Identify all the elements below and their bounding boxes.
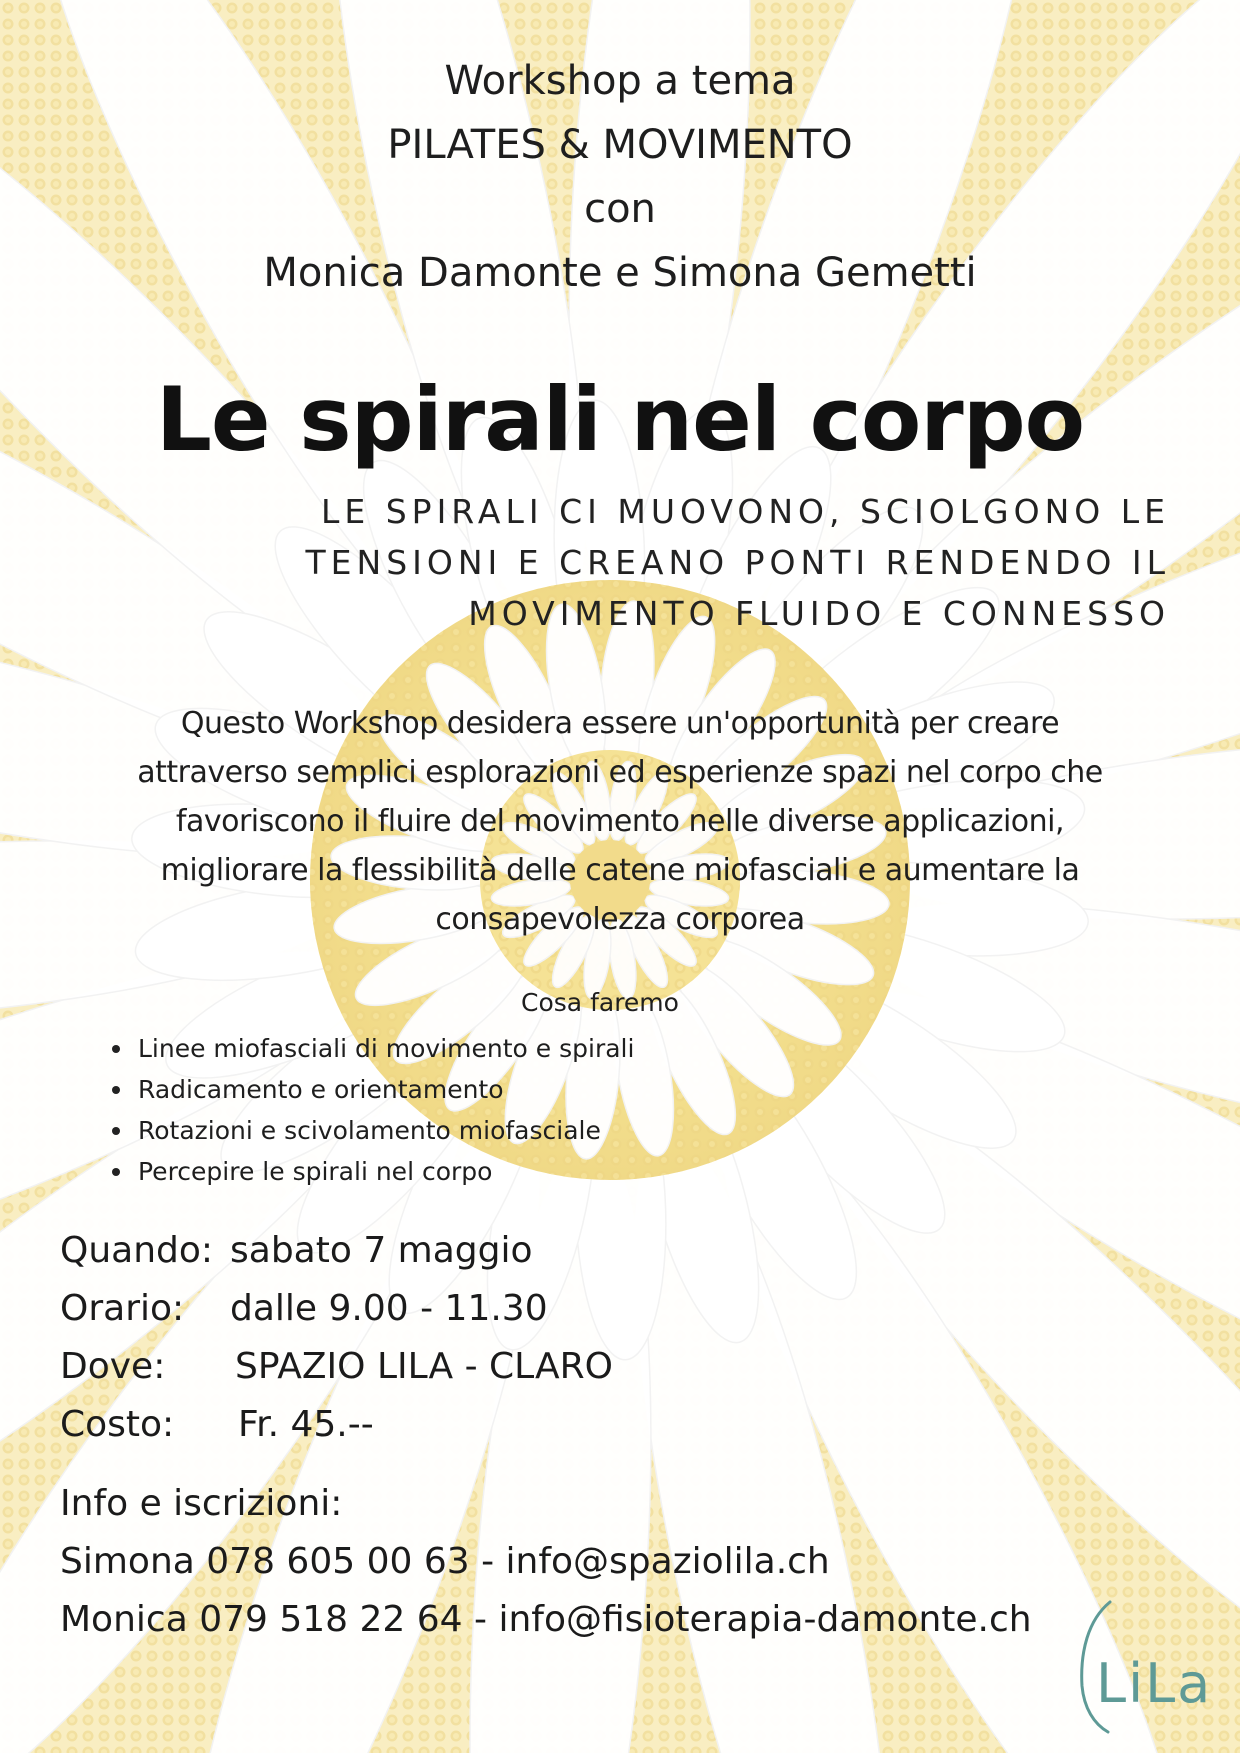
detail-label: Costo:: [60, 1404, 175, 1445]
description-line-3: favoriscono il fluire del movimento nelle diverse applicazioni,: [175, 804, 1065, 839]
contact-simona[interactable]: Simona 078 605 00 63 - info@spaziolila.ch: [60, 1541, 830, 1582]
detail-value: Fr. 45.--: [238, 1404, 374, 1445]
activities-list: [110, 1028, 634, 1192]
workshop-theme: PILATES & MOVIMENTO: [387, 122, 853, 168]
detail-value: dalle 9.00 - 11.30: [230, 1288, 548, 1329]
detail-label: Quando:: [60, 1230, 214, 1271]
tagline-line-3: MOVIMENTO FLUIDO E CONNESSO: [468, 594, 1170, 633]
list-item: Percepire le spirali nel corpo: [110, 1151, 634, 1192]
detail-where: [60, 1342, 613, 1392]
detail-cost: [60, 1400, 374, 1450]
detail-time: [60, 1284, 548, 1334]
list-item: Rotazioni e scivolamento miofasciale: [110, 1110, 634, 1151]
list-item: Radicamento e orientamento: [110, 1069, 634, 1110]
contact-monica[interactable]: Monica 079 518 22 64 - info@fisioterapia-damonte.ch: [60, 1599, 1032, 1640]
tagline-line-1: LE SPIRALI CI MUOVONO, SCIOLGONO LE: [321, 492, 1170, 531]
description-line-1: Questo Workshop desidera essere un'opportunità per creare: [180, 706, 1060, 741]
detail-label: Dove:: [60, 1346, 166, 1387]
contacts-heading: Info e iscrizioni:: [60, 1483, 343, 1524]
lila-logo: [1070, 1590, 1220, 1740]
description-line-5: consapevolezza corporea: [435, 902, 805, 937]
instructors: Monica Damonte e Simona Gemetti: [263, 250, 977, 296]
detail-value: SPAZIO LILA - CLARO: [235, 1346, 613, 1387]
detail-value: sabato 7 maggio: [230, 1230, 533, 1271]
description-line-4: migliorare la flessibilità delle catene miofasciali e aumentare la: [160, 853, 1080, 888]
detail-when: [60, 1226, 533, 1276]
logo-text: LiLa: [1096, 1652, 1213, 1715]
activities-heading: Cosa faremo: [521, 988, 679, 1017]
main-title: Le spirali nel corpo: [155, 368, 1085, 471]
tagline-line-2: TENSIONI E CREANO PONTI RENDENDO IL: [305, 543, 1170, 582]
detail-label: Orario:: [60, 1288, 185, 1329]
list-item: Linee miofasciali di movimento e spirali: [110, 1028, 634, 1069]
workshop-subtitle: Workshop a tema: [444, 58, 796, 104]
header-con: con: [584, 186, 656, 232]
description-line-2: attraverso semplici esplorazioni ed esperienze spazi nel corpo che: [137, 755, 1103, 790]
